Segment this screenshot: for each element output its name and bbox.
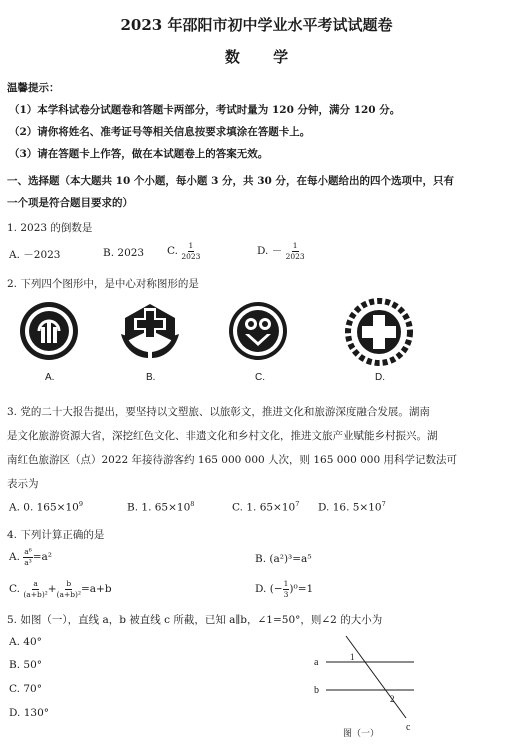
q4-option-d xyxy=(255,580,313,598)
q3-option-d-text: D. 16. 5×10 xyxy=(318,501,382,514)
section-heading-line1: 一、选择题（本大题共 10 个小题，每小题 3 分，共 30 分，在每小题给出的四个选项中，只有 xyxy=(7,175,454,187)
q2-label-d: D. xyxy=(375,372,385,383)
fraction-numerator: b xyxy=(66,579,72,588)
q3-option-d xyxy=(318,500,386,514)
q2-figure-b xyxy=(117,298,183,364)
q4-option-d-prefix: D. (− xyxy=(255,583,283,595)
exam-title: 2023 年邵阳市初中学业水平考试试题卷 xyxy=(120,16,393,34)
angle-2-label: 2 xyxy=(390,694,395,704)
q1-option-a: A. －2023 xyxy=(9,249,61,261)
fraction-denominator: 3 xyxy=(283,589,289,599)
line-c xyxy=(346,636,406,718)
q5-stem: 5. 如图（一），直线 a，b 被直线 c 所截，已知 a∥b，∠1=50°，则∠2 的大小为 xyxy=(7,614,383,626)
fraction-denominator: a³ xyxy=(24,557,32,567)
q1-option-d-fraction xyxy=(286,242,305,260)
q5-figure xyxy=(308,632,428,744)
fraction-denominator: 2023 xyxy=(285,251,305,261)
q3-option-d-exponent: 7 xyxy=(381,500,386,508)
q4-option-c-prefix: C. xyxy=(9,583,20,595)
q4-stem: 4. 下列计算正确的是 xyxy=(7,529,105,541)
q4-option-c-result: =a+b xyxy=(81,583,112,595)
subject-title: 数 学 xyxy=(224,48,303,66)
section-heading-line2: 一个项是符合题目要求的） xyxy=(7,197,133,209)
q3-option-a-text: A. 0. 165×10 xyxy=(9,501,79,514)
q3-line-4: 表示为 xyxy=(7,478,39,490)
q3-option-b-exponent: 8 xyxy=(190,500,195,508)
q2-stem: 2. 下列四个图形中，是中心对称图形的是 xyxy=(7,278,199,290)
q2-figure-a xyxy=(18,300,80,362)
q5-option-b: B. 50° xyxy=(9,659,43,671)
q3-option-c xyxy=(232,500,299,514)
q1-option-d xyxy=(257,242,305,260)
q3-line-1: 3. 党的二十大报告提出，要坚持以文塑旅、以旅彰文，推进文化和旅游深度融合发展。湖南 xyxy=(7,406,430,418)
notice-item-1: （1）本学科试卷分试题卷和答题卡两部分，考试时量为 120 分钟，满分 120 分。 xyxy=(9,104,401,116)
fraction-numerator: 1 xyxy=(292,241,298,250)
q3-option-b xyxy=(127,500,194,514)
fraction-denominator: (a+b)² xyxy=(23,589,48,599)
q3-option-a-exponent: 9 xyxy=(78,500,83,508)
notice-heading: 温馨提示： xyxy=(7,82,60,94)
q1-option-c-prefix: C. xyxy=(167,245,178,257)
q1-stem: 1. 2023 的倒数是 xyxy=(7,222,93,234)
line-a-label: a xyxy=(314,657,319,668)
q4-option-c-fraction-1 xyxy=(23,580,47,598)
q3-option-a xyxy=(9,500,83,514)
notice-item-2: （2）请你将姓名、准考证号等相关信息按要求填涂在答题卡上。 xyxy=(9,126,311,138)
fraction-denominator: 2023 xyxy=(181,251,201,261)
q3-option-c-exponent: 7 xyxy=(295,500,300,508)
figure-caption: 图（一） xyxy=(343,729,380,739)
q4-option-a-fraction xyxy=(23,548,32,566)
q1-option-c xyxy=(167,242,200,260)
q5-option-a: A. 40° xyxy=(9,636,42,648)
plus-sign: + xyxy=(47,583,57,595)
q2-figure-d xyxy=(345,298,413,366)
q4-option-a-prefix: A. xyxy=(9,551,20,563)
fraction-numerator: a⁶ xyxy=(24,547,32,556)
q2-label-c: C. xyxy=(255,372,265,383)
q3-line-2: 是文化旅游资源大省，深挖红色文化、非遗文化和乡村文化，推进文旅产业赋能乡村振兴。湖 xyxy=(7,430,438,442)
q3-option-c-text: C. 1. 65×10 xyxy=(232,501,296,514)
q4-option-a xyxy=(9,548,52,566)
q5-option-c: C. 70° xyxy=(9,683,42,695)
fraction-numerator: a xyxy=(33,579,38,588)
q3-option-b-text: B. 1. 65×10 xyxy=(127,501,191,514)
q4-option-c-fraction-2 xyxy=(57,580,81,598)
q2-label-a: A. xyxy=(45,372,55,383)
notice-item-3: （3）请在答题卡上作答，做在本试题卷上的答案无效。 xyxy=(9,148,269,160)
line-c-label: c xyxy=(406,722,411,733)
q1-option-c-fraction xyxy=(181,242,200,260)
fraction-denominator: (a+b)² xyxy=(56,589,81,599)
fraction-numerator: 1 xyxy=(283,579,289,588)
fraction-numerator: 1 xyxy=(188,241,194,250)
q4-option-a-result: =a² xyxy=(32,551,53,563)
q4-option-c xyxy=(9,580,112,598)
q4-option-d-result: )⁰=1 xyxy=(289,583,314,595)
q5-option-d: D. 130° xyxy=(9,707,50,719)
q1-option-b: B. 2023 xyxy=(103,247,145,259)
q2-label-b: B. xyxy=(146,372,156,383)
q1-option-d-prefix: D. － xyxy=(257,245,283,257)
q2-figure-c xyxy=(227,300,289,362)
q3-line-3: 南红色旅游区（点）2022 年接待游客约 165 000 000 人次，则 165 000 000 用科学记数法可 xyxy=(7,454,458,466)
q4-option-b: B. (a²)³=a⁵ xyxy=(255,553,312,565)
line-b-label: b xyxy=(314,685,319,696)
angle-1-label: 1 xyxy=(350,652,355,662)
